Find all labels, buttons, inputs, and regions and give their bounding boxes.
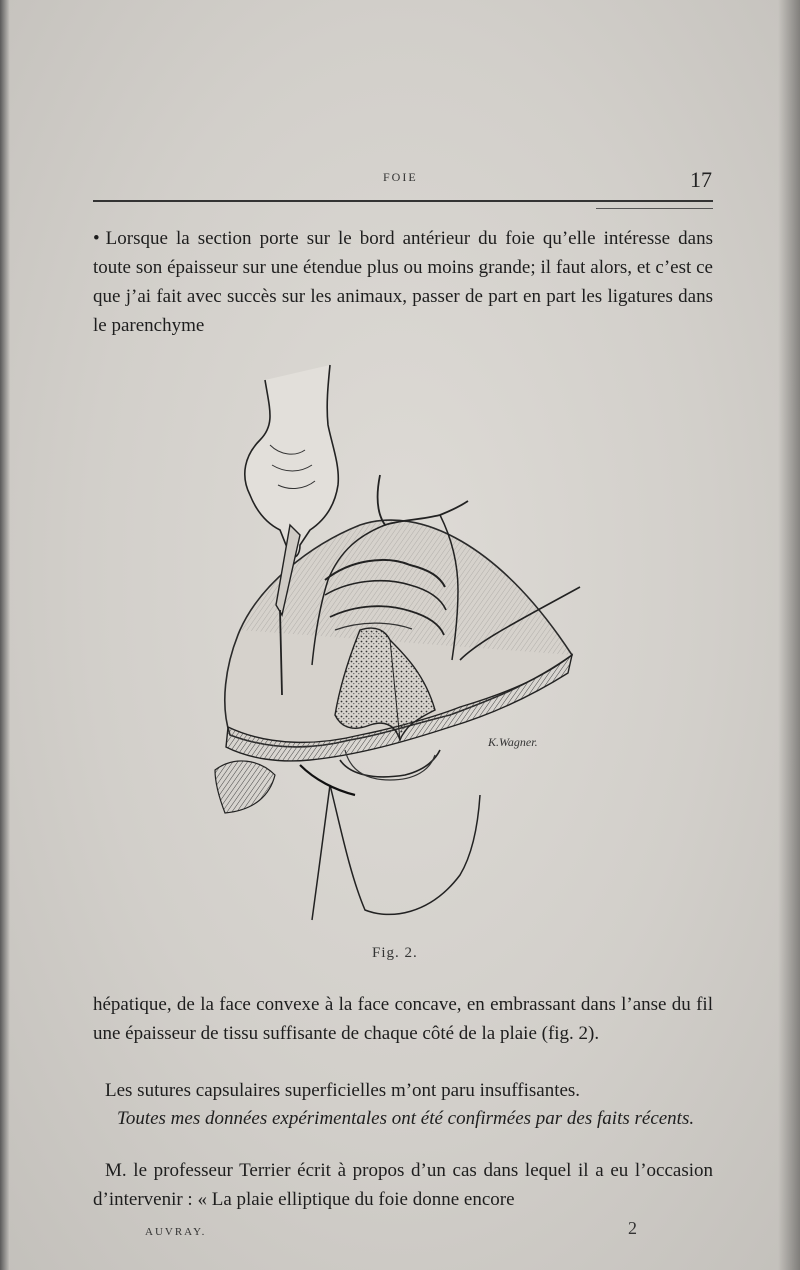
paragraph-3: Les sutures capsulaires superficielles m’ont paru insuffisantes. — [105, 1080, 581, 1101]
paragraph-4: Toutes mes données expérimentales ont été confirmées par des faits récents. — [117, 1108, 695, 1129]
paragraph-1-text: Lorsque la section porte sur le bord antérieur du foie qu’elle intéresse dans toute son épaisseur sur une étendue plus ou moins grande; il faut alors, et c’est ce que j’ai fait avec succès sur les animaux, passer de part en part les ligatures dans le parenchyme — [93, 228, 713, 336]
page-number: 17 — [690, 167, 712, 192]
paragraph-5: M. le professeur Terrier écrit à propos d’un cas dans lequel il a eu l’occasion d’intervenir : « La plaie elliptique du foie donne encore — [93, 1160, 713, 1210]
surgical-needle — [300, 765, 355, 795]
artist-signature: K.Wagner. — [488, 735, 538, 749]
footer-author: AUVRAY. — [145, 1226, 207, 1238]
paragraph-1 — [93, 224, 713, 340]
page-left-shadow — [0, 0, 10, 1270]
page-right-shadow — [778, 0, 800, 1270]
ligature-thread-3 — [340, 750, 440, 777]
paragraph-2: hépatique, de la face convexe à la face concave, en embrassant dans l’anse du fil une épaisseur de tissu suffisante de chaque côté de la plaie (fig. 2). — [93, 994, 713, 1044]
header-rule-secondary — [596, 208, 713, 209]
footer-signature-mark: 2 — [628, 1218, 637, 1238]
header-rule — [93, 200, 713, 202]
ligature-thread-1 — [378, 475, 468, 525]
surgical-illustration — [200, 355, 600, 930]
paragraph-bullet: • — [93, 228, 100, 249]
figure-caption: Fig. 2. — [372, 945, 418, 961]
running-head: FOIE — [383, 170, 418, 184]
tissue-flap — [215, 761, 275, 813]
